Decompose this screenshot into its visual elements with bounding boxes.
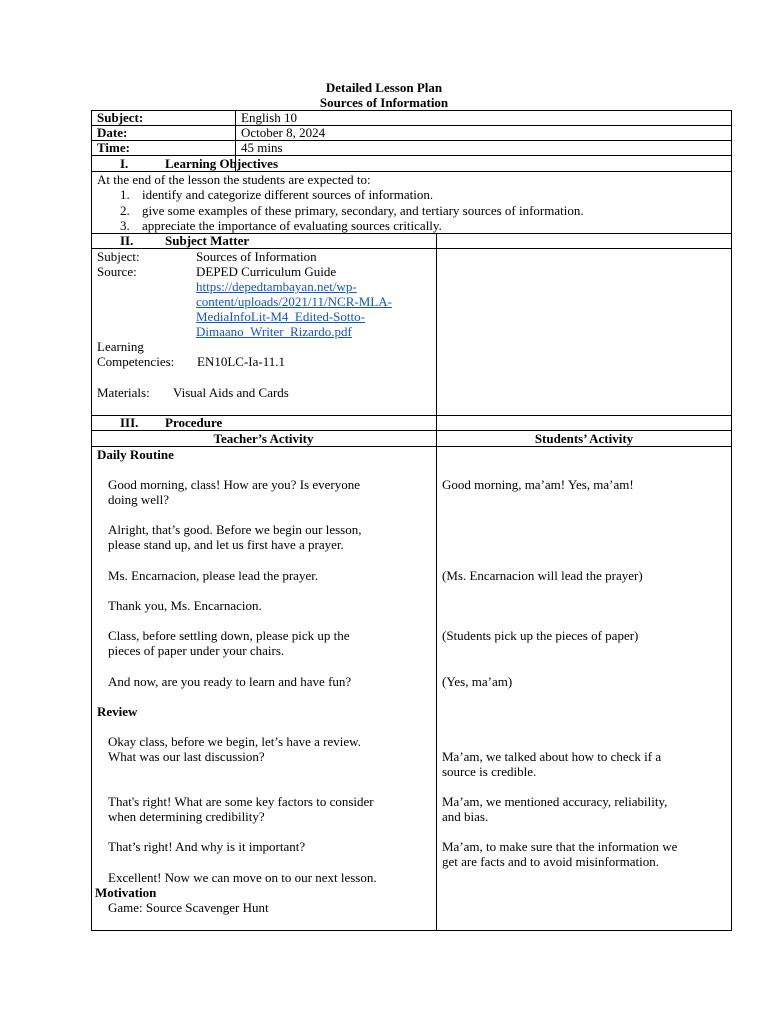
date-label: Date: (97, 125, 128, 140)
student-line: Ma’am, to make sure that the information we (442, 839, 678, 854)
teacher-line: What was our last discussion? (108, 749, 265, 764)
document-title: Detailed Lesson Plan (325, 80, 443, 95)
students-activity-header: Students’ Activity (534, 431, 634, 446)
objective-number: 2. (120, 203, 130, 218)
objectives-heading: Learning Objectives (165, 156, 279, 171)
objective-item: appreciate the importance of evaluating sources critically. (142, 218, 442, 233)
student-line: source is credible. (442, 764, 537, 779)
sm-source-value: DEPED Curriculum Guide (196, 264, 337, 279)
subject-label: Subject: (97, 110, 144, 125)
competencies-value: EN10LC-Ia-11.1 (197, 354, 285, 369)
source-link-line[interactable]: content/uploads/2021/11/NCR-MLA- (196, 294, 392, 309)
materials-label: Materials: (97, 385, 150, 400)
teacher-line: That’s right! And why is it important? (108, 839, 306, 854)
student-line: (Students pick up the pieces of paper) (442, 628, 639, 643)
subject-value: English 10 (241, 110, 297, 125)
teacher-line: Ms. Encarnacion, please lead the prayer. (108, 568, 319, 583)
subject-matter-numeral: II. (120, 233, 134, 248)
teacher-line: Good morning, class! How are you? Is everyone (108, 477, 360, 492)
teacher-line: Alright, that’s good. Before we begin our lesson, (108, 522, 362, 537)
sm-source-label: Source: (97, 264, 137, 279)
objective-number: 1. (120, 187, 130, 202)
objective-item: identify and categorize different sources of information. (142, 187, 434, 202)
teacher-line: please stand up, and let us first have a prayer. (108, 537, 344, 552)
student-line: (Ms. Encarnacion will lead the prayer) (442, 568, 643, 583)
student-line: get are facts and to avoid misinformation. (442, 854, 659, 869)
teacher-line: And now, are you ready to learn and have fun? (108, 674, 352, 689)
teacher-line: when determining credibility? (108, 809, 265, 824)
review-heading: Review (97, 704, 138, 719)
objective-number: 3. (120, 218, 130, 233)
student-line: (Yes, ma’am) (442, 674, 513, 689)
rule (91, 446, 732, 447)
rule (91, 248, 732, 249)
source-link-line[interactable]: Dimaano_Writer_Rizardo.pdf (196, 324, 352, 339)
procedure-numeral: III. (120, 415, 139, 430)
source-link-line[interactable]: https://depedtambayan.net/wp- (196, 279, 357, 294)
teacher-activity-header: Teacher’s Activity (213, 431, 314, 446)
daily-routine-heading: Daily Routine (97, 447, 174, 462)
objectives-numeral: I. (120, 156, 129, 171)
materials-value: Visual Aids and Cards (173, 385, 289, 400)
date-value: October 8, 2024 (241, 125, 326, 140)
competencies-label: Learning (97, 339, 144, 354)
teacher-line: Game: Source Scavenger Hunt (108, 900, 269, 915)
procedure-heading: Procedure (165, 415, 223, 430)
teacher-line: pieces of paper under your chairs. (108, 643, 285, 658)
rule (91, 125, 732, 126)
document-subtitle: Sources of Information (319, 95, 449, 110)
source-link-line[interactable]: MediaInfoLit-M4_Edited-Sotto- (196, 309, 365, 324)
rule (91, 140, 732, 141)
time-value: 45 mins (241, 140, 283, 155)
student-line: and bias. (442, 809, 489, 824)
student-line: Good morning, ma’am! Yes, ma’am! (442, 477, 634, 492)
subject-matter-heading: Subject Matter (165, 233, 250, 248)
teacher-line: Excellent! Now we can move on to our next lesson. (108, 870, 377, 885)
teacher-line: Thank you, Ms. Encarnacion. (108, 598, 262, 613)
rule (436, 233, 437, 931)
student-line: Ma’am, we mentioned accuracy, reliability, (442, 794, 668, 809)
time-label: Time: (97, 140, 130, 155)
teacher-line: Okay class, before we begin, let’s have a review. (108, 734, 361, 749)
teacher-line: That's right! What are some key factors to consider (108, 794, 374, 809)
sm-subject-label: Subject: (97, 249, 140, 264)
sm-subject-value: Sources of Information (196, 249, 317, 264)
objective-item: give some examples of these primary, secondary, and tertiary sources of information. (142, 203, 584, 218)
teacher-line: doing well? (108, 492, 170, 507)
objectives-intro: At the end of the lesson the students are expected to: (97, 172, 371, 187)
competencies-label: Competencies: (97, 354, 175, 369)
teacher-line: Class, before settling down, please pick up the (108, 628, 350, 643)
motivation-heading: Motivation (95, 885, 157, 900)
student-line: Ma’am, we talked about how to check if a (442, 749, 662, 764)
